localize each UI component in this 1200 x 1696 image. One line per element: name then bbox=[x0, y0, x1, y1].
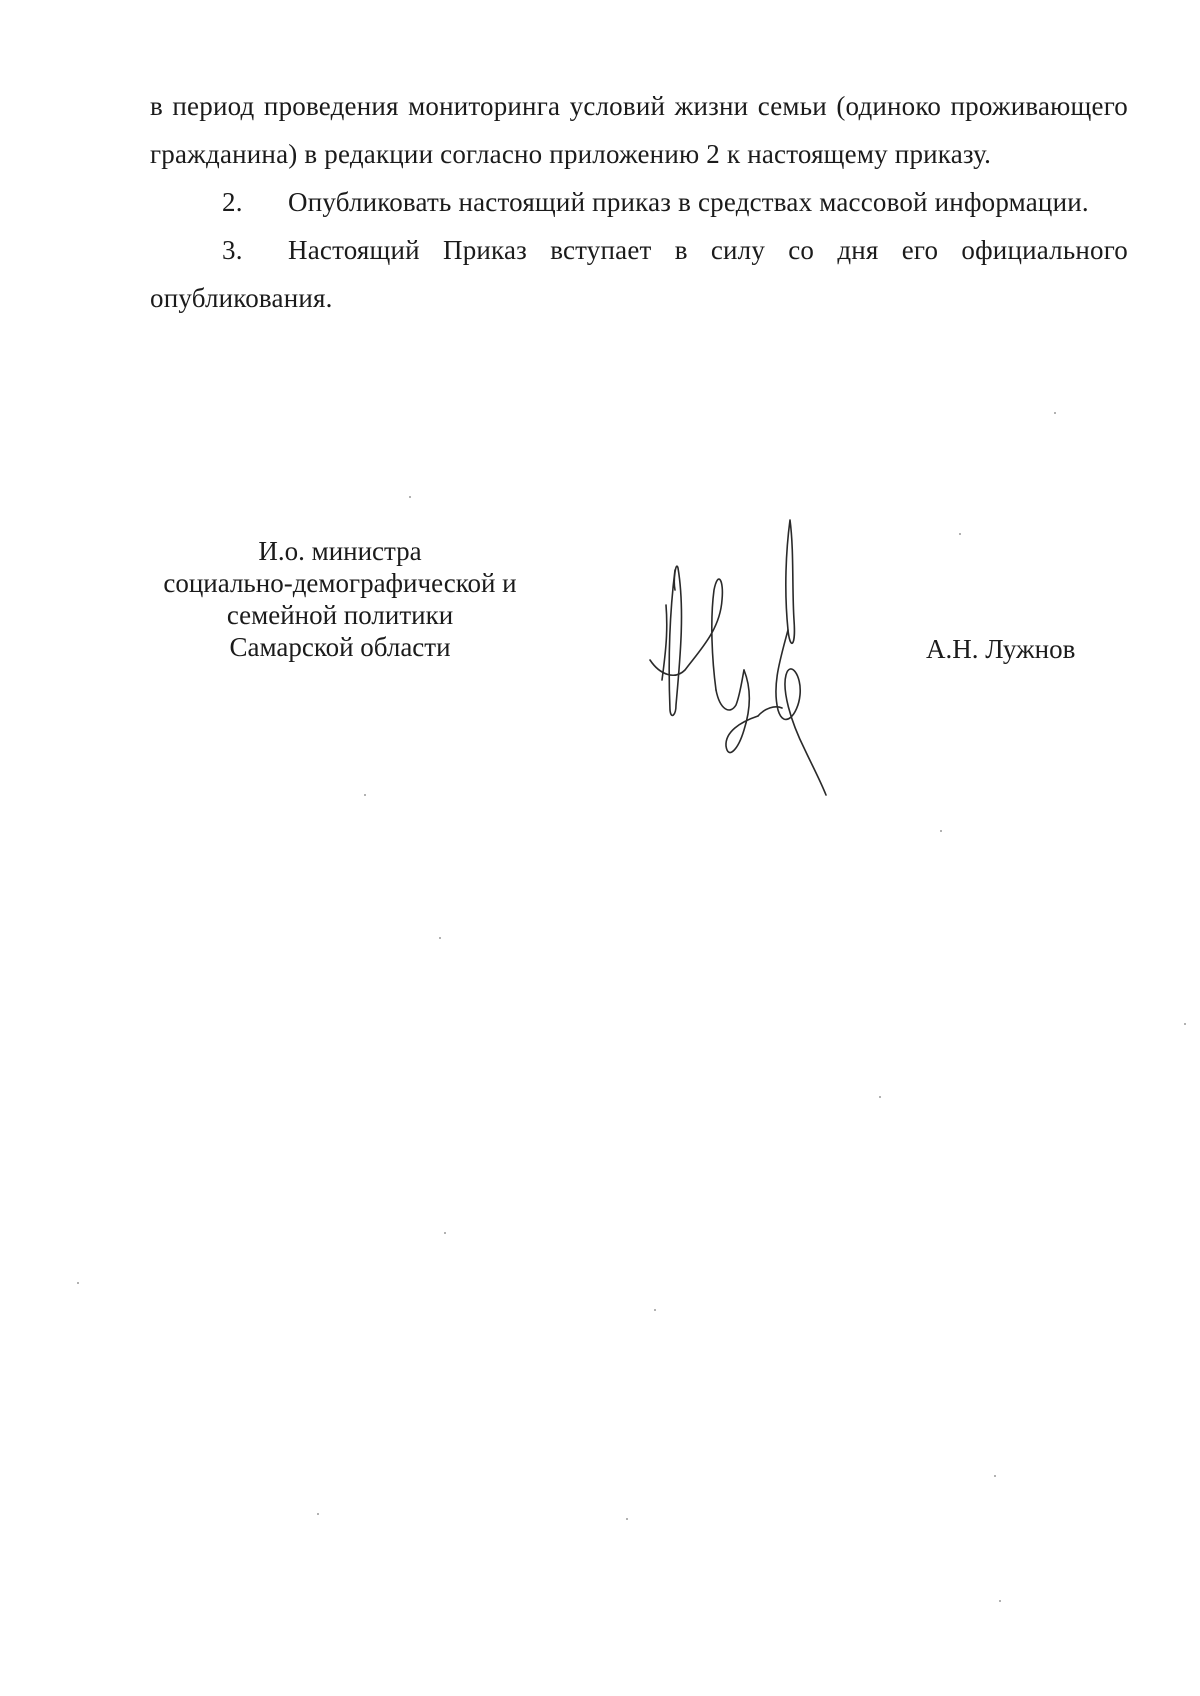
signatory-title-block bbox=[140, 535, 540, 663]
signatory-title-line-2: социально-демографической и bbox=[163, 568, 517, 598]
paragraph-3 bbox=[150, 226, 1128, 322]
signatory-title-line-3: семейной политики bbox=[226, 600, 454, 630]
paragraph-2-text: Опубликовать настоящий приказ в средствах массовой информации. bbox=[288, 187, 1089, 217]
signatory-title-line-1: И.о. министра bbox=[258, 536, 422, 566]
paragraph-2 bbox=[150, 178, 1128, 226]
paragraph-2-number: 2. bbox=[222, 187, 243, 217]
handwritten-signature bbox=[640, 510, 880, 800]
signatory-title-line-4: Самарской области bbox=[229, 632, 451, 662]
signer-name: А.Н. Лужнов bbox=[926, 634, 1076, 664]
document-body bbox=[150, 82, 1128, 322]
paragraph-1-continuation: в период проведения мониторинга условий жизни семьи (одиноко проживающего гражданина) в редакции согласно приложению 2 к настоящему приказу. bbox=[150, 91, 1128, 169]
paragraph-3-text: Настоящий Приказ вступает в силу со дня его официального опубликования. bbox=[150, 235, 1128, 313]
paragraph-3-number: 3. bbox=[222, 235, 243, 265]
